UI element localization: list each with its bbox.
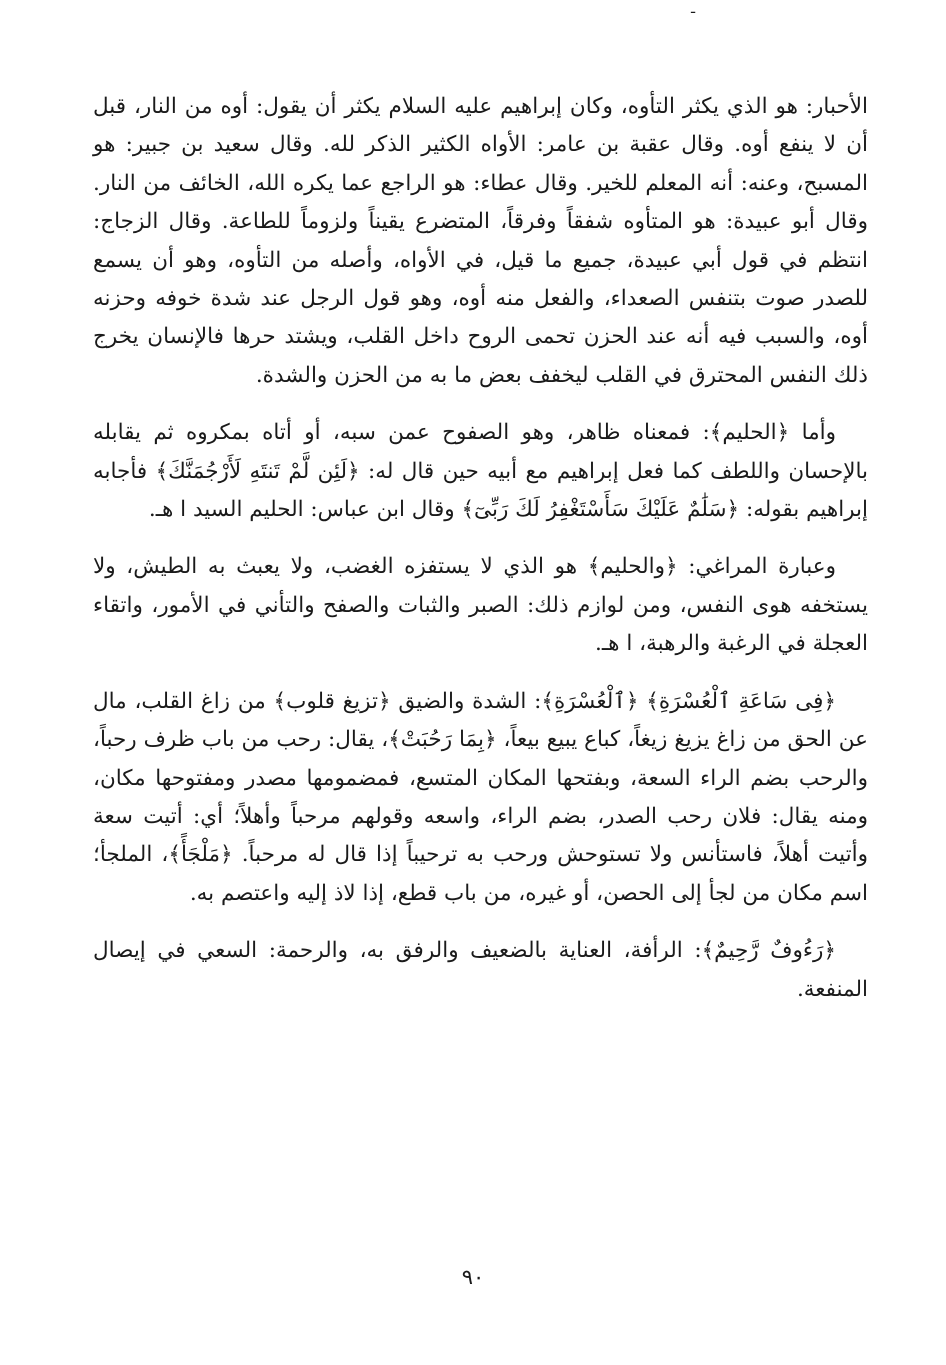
paragraph-5: ﴿رَءُوفٌ رَّحِيمٌ﴾: الرأفة، العناية بالضعيف والرفق به، والرحمة: السعي في إيصال المنفعة. — [93, 938, 868, 1002]
paragraph-1: الأحبار: هو الذي يكثر التأوه، وكان إبراهيم عليه السلام يكثر أن يقول: أوه من النار، قبل أن لا ينفع أوه. وقال عقبة بن عامر: الأواه الكثير الذكر لله. وقال سعيد بن جبير: هو المسبح، وعنه: أنه المعلم للخير. وقال عطاء: هو الراجع عما يكره الله، الخائف من النار. وقال أبو عبيدة: هو المتأوه شفقاً وفرقاً، المتضرع يقيناً ولزوماً للطاعة. وقال الزجاج: انتظم في قول أبي عبيدة، جميع ما قيل، في الأواه، وأصله من التأوه، وهو أن يسمع للصدر صوت بتنفس الصعداء، والفعل منه أوه، وهو قول الرجل عند شدة خوفه وحزنه أوه، والسبب فيه أنه عند الحزن تحمى الروح داخل القلب، ويشتد حرها فالإنسان يخرج ذلك النفس المحترق في القلب ليخفف بعض ما به من الحزن والشدة. — [93, 94, 868, 388]
page-body — [93, 88, 868, 1009]
paragraph-3: وعبارة المراغي: ﴿والحليم﴾ هو الذي لا يستفزه الغضب، ولا يعبث به الطيش، ولا يستخفه هوى النفس، ومن لوازم ذلك: الصبر والثبات والصفح والتأني في الأمور، واتقاء العجلة في الرغبة والرهبة، ا هـ. — [93, 554, 868, 657]
page-number: ٩٠ — [461, 1265, 485, 1289]
paragraph-4: ﴿فِى سَاعَةِ ٱلْعُسْرَةِ﴾ ﴿ٱلْعُسْرَةِ﴾: الشدة والضيق ﴿تزيغ قلوب﴾ من زاغ القلب، مال عن الحق من زاغ يزيغ زيغاً، كباع يبيع بيعاً، ﴿بِمَا رَحُبَتْ﴾، يقال: رحب من باب ظرف رحباً، والرحب بضم الراء السعة، وبفتحها المكان المتسع، فمضمومها مصدر ومفتوحها مكان، ومنه يقال: فلان رحب الصدر، بضم الراء، واسعه وقولهم مرحباً وأهلاً؛ أي: أتيت سعة وأتيت أهلاً، فاستأنس ولا تستوحش ورحب به ترحيباً إذا قال له مرحباً. ﴿مَلْجَأً﴾، الملجأ؛ اسم مكان من لجأ إلى الحصن، أو غيره، من باب قطع، إذا لاذ إليه واعتصم به. — [93, 688, 868, 906]
top-mark: ـ — [690, 1, 696, 17]
paragraph-2: وأما ﴿الحليم﴾: فمعناه ظاهر، وهو الصفوح عمن سبه، أو أتاه بمكروه ثم يقابله بالإحسان واللطف كما فعل إبراهيم مع أبيه حين قال له: ﴿لَئِن لَّمْ تَنتَهِ لَأَرْجُمَنَّكَ﴾ فأجابه إبراهيم بقوله: ﴿سَلَٰمٌ عَلَيْكَ سَأَسْتَغْفِرُ لَكَ رَبِّىٓ﴾ وقال ابن عباس: الحليم السيد ا هـ. — [93, 420, 868, 523]
